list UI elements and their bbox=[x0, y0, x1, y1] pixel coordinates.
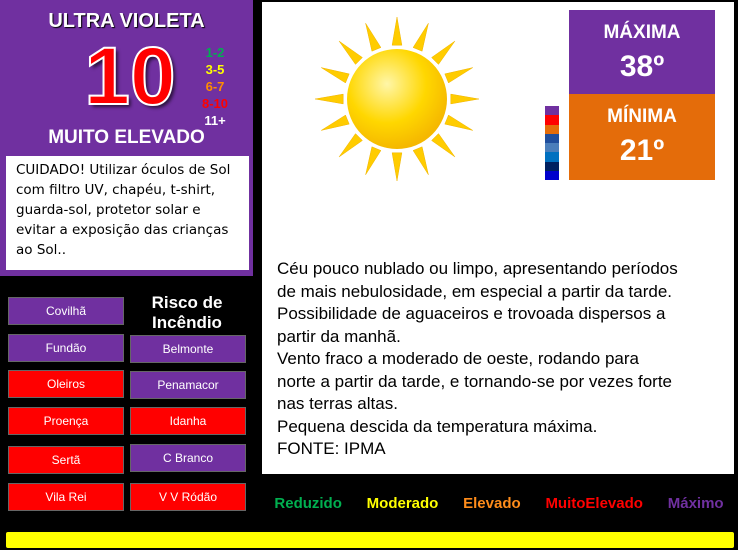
sun-icon bbox=[312, 14, 482, 184]
temperature-color-scale bbox=[545, 106, 559, 180]
sun-ray bbox=[321, 68, 349, 83]
forecast-line: de mais nebulosidade, em especial a partir da tarde. bbox=[277, 281, 673, 301]
sun-ray bbox=[413, 23, 428, 51]
location-serta: Sertã bbox=[8, 446, 124, 474]
sun-ray bbox=[366, 147, 381, 175]
forecast-source: FONTE: IPMA bbox=[277, 439, 386, 458]
temperature-max-label: MÁXIMA bbox=[603, 22, 681, 43]
legend-item-maximo: Máximo bbox=[667, 494, 724, 512]
legend-item-moderado: Moderado bbox=[366, 494, 439, 512]
uv-title: ULTRA VIOLETA bbox=[48, 10, 205, 32]
legend-item-reduzido: Reduzido bbox=[274, 494, 342, 512]
forecast-line: Pequena descida da temperatura máxima. bbox=[277, 416, 598, 436]
forecast-line: partir da manhã. bbox=[277, 326, 401, 346]
location-belmonte: Belmonte bbox=[130, 335, 246, 363]
temperature-max-value: 38º bbox=[619, 50, 665, 83]
sun-ray bbox=[315, 94, 343, 104]
sun-ray bbox=[339, 134, 362, 157]
location-penamacor: Penamacor bbox=[130, 371, 246, 399]
sun-ray bbox=[392, 17, 402, 45]
sun-ray bbox=[432, 134, 455, 157]
forecast-panel bbox=[260, 0, 736, 476]
legend-item-muito-elevado: MuitoElevado bbox=[545, 494, 643, 512]
risk-legend bbox=[262, 485, 736, 521]
sun-ray bbox=[339, 41, 362, 64]
location-idanha: Idanha bbox=[130, 407, 246, 435]
location-v-v-rodao: V V Ródão bbox=[130, 483, 246, 511]
uv-panel bbox=[0, 0, 253, 276]
temperature-min-box bbox=[569, 94, 715, 180]
location-vila-rei: Vila Rei bbox=[8, 483, 124, 511]
location-c-branco: C Branco bbox=[130, 444, 246, 472]
fire-risk-title: Risco de Incêndio bbox=[151, 293, 223, 332]
uv-scale-item: 11+ bbox=[204, 113, 226, 128]
uv-scale-item: 3-5 bbox=[205, 62, 225, 77]
forecast-line: Céu pouco nublado ou limpo, apresentando períodos bbox=[277, 259, 678, 278]
location-proenca: Proença bbox=[8, 407, 124, 435]
temperature-min-value: 21º bbox=[619, 134, 665, 167]
uv-scale-item: 1-2 bbox=[205, 45, 225, 60]
forecast-line: nas terras altas. bbox=[277, 394, 398, 413]
fire-risk-panel bbox=[0, 281, 253, 521]
forecast-line: Vento fraco a moderado de oeste, rodando para bbox=[277, 349, 639, 368]
temperature-min-label: MÍNIMA bbox=[607, 106, 677, 127]
forecast-line: norte a partir da tarde, e tornando-se por vezes forte bbox=[277, 371, 673, 391]
forecast-line: Possibilidade de aguaceiros e trovoada dispersos a bbox=[277, 304, 666, 323]
sun-ray bbox=[413, 147, 428, 175]
uv-scale bbox=[198, 44, 232, 129]
location-covilha: Covilhã bbox=[8, 297, 124, 325]
temperature-max-box bbox=[569, 10, 715, 94]
sun-ray bbox=[451, 94, 479, 104]
location-oleiros: Oleiros bbox=[8, 370, 124, 398]
uv-scale-item: 8-10 bbox=[201, 96, 229, 111]
legend-item-elevado: Elevado bbox=[463, 494, 521, 512]
sun-ray bbox=[445, 68, 473, 83]
forecast-text bbox=[277, 258, 727, 461]
location-fundao: Fundão bbox=[8, 334, 124, 362]
sun-ray bbox=[392, 153, 402, 181]
sun-ray bbox=[432, 41, 455, 64]
sun-ray bbox=[366, 23, 381, 51]
uv-advice-text: CUIDADO! Utilizar óculos de Sol com filtro UV, chapéu, t-shirt, guarda-sol, protetor solar e evitar a exposição das crianças ao Sol.. bbox=[4, 154, 251, 272]
uv-index-value: 10 bbox=[84, 31, 176, 122]
uv-scale-item: 6-7 bbox=[205, 79, 225, 94]
sun-ray bbox=[445, 115, 473, 130]
bottom-banner bbox=[4, 530, 736, 550]
uv-level: MUITO ELEVADO bbox=[48, 127, 205, 148]
sun-ray bbox=[321, 115, 349, 130]
